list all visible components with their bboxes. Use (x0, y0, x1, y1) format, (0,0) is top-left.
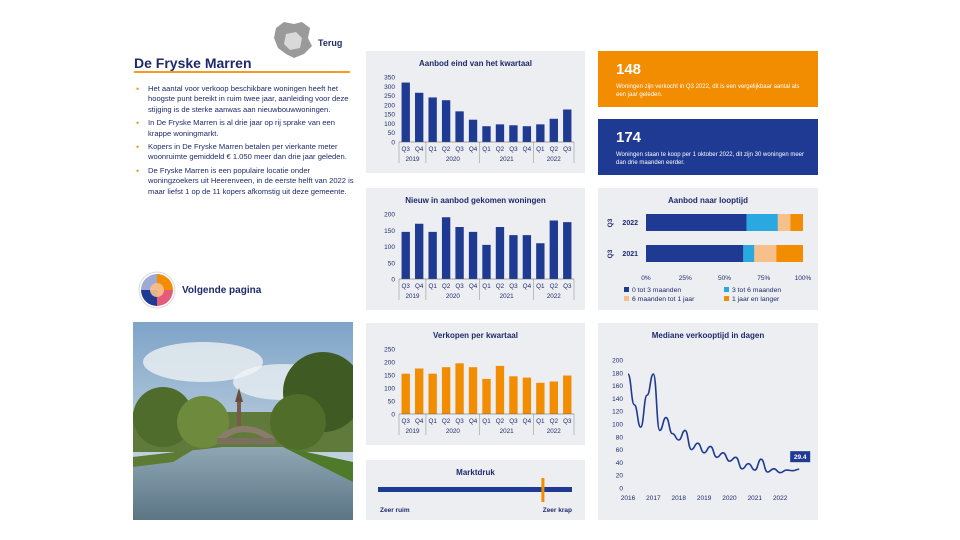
y-tick-label: 200 (384, 359, 395, 367)
x-tick-label: Q1 (482, 146, 491, 153)
summary-item: • De Fryske Marren is een populaire locatie onder woningzoekers uit Heerenveen, in de eerste helft van 2022 is maar liefst 1 op de 11 kopers afkomstig uit deze gemeente. (134, 166, 356, 197)
y-tick-label: 150 (384, 372, 395, 380)
bar (442, 367, 450, 414)
bar (455, 227, 463, 279)
bar (496, 227, 504, 279)
chart-title: Nieuw in aanbod gekomen woningen (405, 196, 546, 205)
x-tick-label: Q4 (468, 418, 478, 425)
y-tick-label: 100 (612, 421, 623, 429)
year-label: 2020 (445, 156, 460, 163)
kpi-description: Woningen zijn verkocht in Q3 2022, dit is een vergelijkbaar aantal als een jaar geleden. (616, 84, 800, 98)
bar (563, 222, 571, 279)
summary-list (134, 84, 356, 200)
bar (496, 366, 504, 414)
bar (428, 97, 436, 142)
x-tick-label: Q3 (455, 146, 464, 153)
summary-item: • In De Fryske Marren is al drie jaar op rij sprake van een krappe woningmarkt. (134, 118, 356, 139)
x-tick-label: Q4 (522, 146, 532, 153)
bar (482, 126, 490, 142)
page-title: De Fryske Marren (134, 55, 252, 71)
year-label: 2022 (546, 293, 561, 300)
y-tick-label: 50 (387, 260, 395, 268)
next-page-link[interactable]: Volgende pagina (182, 285, 262, 296)
y-tick-label: 80 (615, 434, 623, 442)
x-tick-label: Q2 (549, 418, 559, 425)
legend-swatch (624, 296, 629, 301)
bar (550, 382, 558, 415)
x-tick-label: Q1 (428, 146, 437, 153)
x-tick-label: Q1 (428, 283, 437, 290)
y-tick-label: 0 (391, 276, 395, 284)
bar (415, 369, 423, 415)
chart-aanbod (366, 51, 585, 173)
y-tick-label: 200 (384, 211, 395, 219)
chart-title: Aanbod eind van het kwartaal (419, 59, 532, 68)
y-tick-label: 100 (384, 385, 395, 393)
y-tick-label: 250 (384, 346, 395, 354)
chart-verkopen-panel (366, 323, 585, 445)
year-label: 2021 (499, 293, 514, 300)
stacked-bar-segment (754, 245, 776, 262)
verkooptijd-panel (598, 323, 818, 520)
chart-nieuw-panel (366, 188, 585, 310)
stacked-bar-segment (776, 245, 803, 262)
y-tick-label: 20 (615, 472, 623, 480)
y-tick-label: 120 (612, 408, 623, 416)
gauge-left-label: Zeer ruim (380, 507, 410, 514)
y-tick-label: 200 (612, 357, 623, 365)
y-tick-label: 100 (384, 120, 395, 128)
x-tick-label: Q1 (428, 418, 437, 425)
x-tick-label: 2017 (646, 495, 661, 502)
stacked-bar-segment (790, 214, 803, 231)
chart-looptijd (598, 188, 818, 310)
bar (455, 111, 463, 142)
marktdruk-panel (366, 460, 585, 520)
bar (509, 125, 517, 142)
legend-label: 1 jaar en langer (732, 296, 780, 303)
stacked-bar-segment (743, 245, 754, 262)
x-tick-label: Q1 (482, 418, 491, 425)
x-tick-label: Q4 (468, 146, 478, 153)
bar (402, 83, 410, 142)
y-tick-label: 50 (387, 398, 395, 406)
series-line (628, 374, 799, 473)
x-tick-label: Q2 (495, 146, 505, 153)
kpi-forsale-card (598, 119, 818, 175)
year-label: 2021 (499, 428, 514, 435)
year-label: 2019 (405, 428, 420, 435)
bar (523, 235, 531, 279)
legend-label: 6 maanden tot 1 jaar (632, 296, 695, 303)
gauge-right-label: Zeer krap (542, 507, 572, 514)
bar (482, 245, 490, 279)
x-tick-label: Q4 (414, 418, 424, 425)
bar (563, 110, 571, 143)
year-label: 2022 (546, 156, 561, 163)
bar (469, 232, 477, 279)
bar (442, 217, 450, 279)
y-tick-label: 0 (391, 139, 395, 147)
bar (523, 378, 531, 414)
kpi-value: 174 (616, 129, 642, 146)
summary-item: • Kopers in De Fryske Marren betalen per vierkante meter woonruimte gemiddeld € 1.050 meer dan drie jaar geleden. (134, 142, 356, 163)
legend-swatch (624, 287, 629, 292)
bar (469, 367, 477, 414)
year-label: 2022 (546, 428, 561, 435)
gauge-marker (541, 478, 544, 502)
x-tick-label: 100% (794, 275, 812, 282)
x-tick-label: Q2 (441, 146, 451, 153)
x-tick-label: Q2 (441, 418, 451, 425)
chart-title: Marktdruk (456, 468, 495, 477)
legend-label: 0 tot 3 maanden (632, 287, 682, 294)
chart-nieuw (366, 188, 585, 310)
x-tick-label: 75% (757, 275, 771, 282)
chart-title: Verkopen per kwartaal (433, 331, 518, 340)
category-label: 2021 (622, 251, 638, 258)
bar (428, 232, 436, 279)
x-tick-label: Q4 (414, 146, 424, 153)
town-photo (133, 322, 353, 520)
bar (550, 221, 558, 280)
x-tick-label: 0% (641, 275, 651, 282)
stacked-bar-segment (778, 214, 791, 231)
y-tick-label: 0 (391, 411, 395, 419)
y-tick-label: 150 (384, 111, 395, 119)
y-tick-label: 300 (384, 83, 395, 91)
legend-label: 3 tot 6 maanden (732, 287, 782, 294)
x-tick-label: Q3 (401, 283, 410, 290)
year-label: 2019 (405, 293, 420, 300)
year-label: 2021 (499, 156, 514, 163)
x-tick-label: Q2 (549, 283, 559, 290)
y-tick-label: 0 (619, 485, 623, 493)
chart-title: Aanbod naar looptijd (668, 196, 748, 205)
year-label: 2020 (445, 428, 460, 435)
x-tick-label: Q3 (563, 283, 572, 290)
last-value-label: 29.4 (793, 454, 807, 462)
x-tick-label: 2021 (747, 495, 763, 502)
x-tick-label: Q3 (455, 418, 464, 425)
kpi-sold-card (598, 51, 818, 107)
category-label: 2022 (622, 220, 638, 227)
x-tick-label: Q4 (522, 418, 532, 425)
year-label: 2019 (405, 156, 420, 163)
bar (550, 119, 558, 142)
x-tick-label: 50% (717, 275, 732, 282)
province-map-icon[interactable] (272, 20, 314, 60)
bar (496, 124, 504, 142)
x-tick-label: Q1 (536, 283, 545, 290)
bar (536, 243, 544, 279)
stacked-bar-segment (646, 214, 746, 231)
summary-item: • Het aantal voor verkoop beschikbare woningen heeft het hoogste punt bereikt in ruim twee jaar, aanleiding voor deze stijging is de sterke aanwas aan nieuwbouwwoningen. (134, 84, 356, 115)
bar (536, 383, 544, 414)
back-link[interactable]: Terug (318, 38, 343, 48)
bar (402, 374, 410, 414)
title-underline (134, 71, 350, 73)
x-tick-label: 2016 (620, 495, 636, 502)
x-tick-label: Q1 (482, 283, 491, 290)
x-tick-label: Q3 (455, 283, 464, 290)
group-label: Q3 (607, 218, 614, 228)
x-tick-label: Q4 (522, 283, 532, 290)
bar (442, 100, 450, 142)
x-tick-label: Q3 (401, 146, 410, 153)
bar (455, 363, 463, 414)
x-tick-label: Q3 (509, 283, 518, 290)
y-tick-label: 100 (384, 244, 395, 251)
legend-swatch (724, 296, 729, 301)
bar (523, 126, 531, 142)
legend-swatch (724, 287, 729, 292)
bar (509, 235, 517, 279)
y-tick-label: 350 (384, 74, 395, 82)
x-tick-label: Q4 (468, 283, 478, 290)
chart-title: Mediane verkooptijd in dagen (651, 331, 765, 340)
year-label: 2020 (445, 293, 460, 300)
x-tick-label: 2022 (772, 495, 788, 502)
x-tick-label: Q3 (563, 146, 572, 153)
x-tick-label: Q3 (401, 418, 410, 425)
x-tick-label: Q3 (509, 418, 518, 425)
chart-aanbod-panel (366, 51, 585, 173)
chart-verkopen (366, 323, 585, 445)
kpi-description: Woningen staan te koop per 1 oktober 2022, dit zijn 30 woningen meer dan drie maanden eerder. (616, 152, 805, 166)
y-tick-label: 200 (384, 102, 395, 110)
bar (482, 379, 490, 414)
y-tick-label: 150 (384, 227, 395, 235)
x-tick-label: Q1 (536, 146, 545, 153)
x-tick-label: Q2 (549, 146, 559, 153)
y-tick-label: 60 (615, 447, 623, 455)
next-page-icon[interactable] (137, 270, 177, 310)
x-tick-label: 2018 (671, 495, 686, 502)
bar (469, 120, 477, 142)
x-tick-label: Q3 (509, 146, 518, 153)
y-tick-label: 40 (615, 459, 623, 467)
x-tick-label: Q3 (563, 418, 572, 425)
x-tick-label: Q2 (495, 418, 505, 425)
x-tick-label: 2020 (722, 495, 737, 502)
y-tick-label: 250 (384, 93, 395, 101)
y-tick-label: 180 (612, 370, 623, 378)
x-tick-label: Q2 (495, 283, 505, 290)
x-tick-label: 25% (678, 275, 692, 282)
bar (509, 376, 517, 414)
stacked-bar-segment (746, 214, 777, 231)
x-tick-label: Q2 (441, 283, 451, 290)
chart-verkooptijd (598, 323, 818, 520)
bar (415, 224, 423, 279)
looptijd-panel (598, 188, 818, 310)
bar (428, 374, 436, 414)
y-tick-label: 50 (387, 130, 395, 138)
x-tick-label: 2019 (696, 495, 712, 502)
group-label: Q3 (607, 249, 614, 259)
x-tick-label: Q4 (414, 283, 424, 290)
y-tick-label: 160 (612, 383, 623, 391)
marktdruk-gauge (366, 460, 585, 520)
x-tick-label: Q1 (536, 418, 545, 425)
bar (563, 376, 571, 414)
stacked-bar-segment (646, 245, 743, 262)
bar (415, 93, 423, 142)
y-tick-label: 140 (612, 395, 623, 403)
bar (402, 232, 410, 279)
bar (536, 124, 544, 142)
kpi-value: 148 (616, 61, 642, 78)
